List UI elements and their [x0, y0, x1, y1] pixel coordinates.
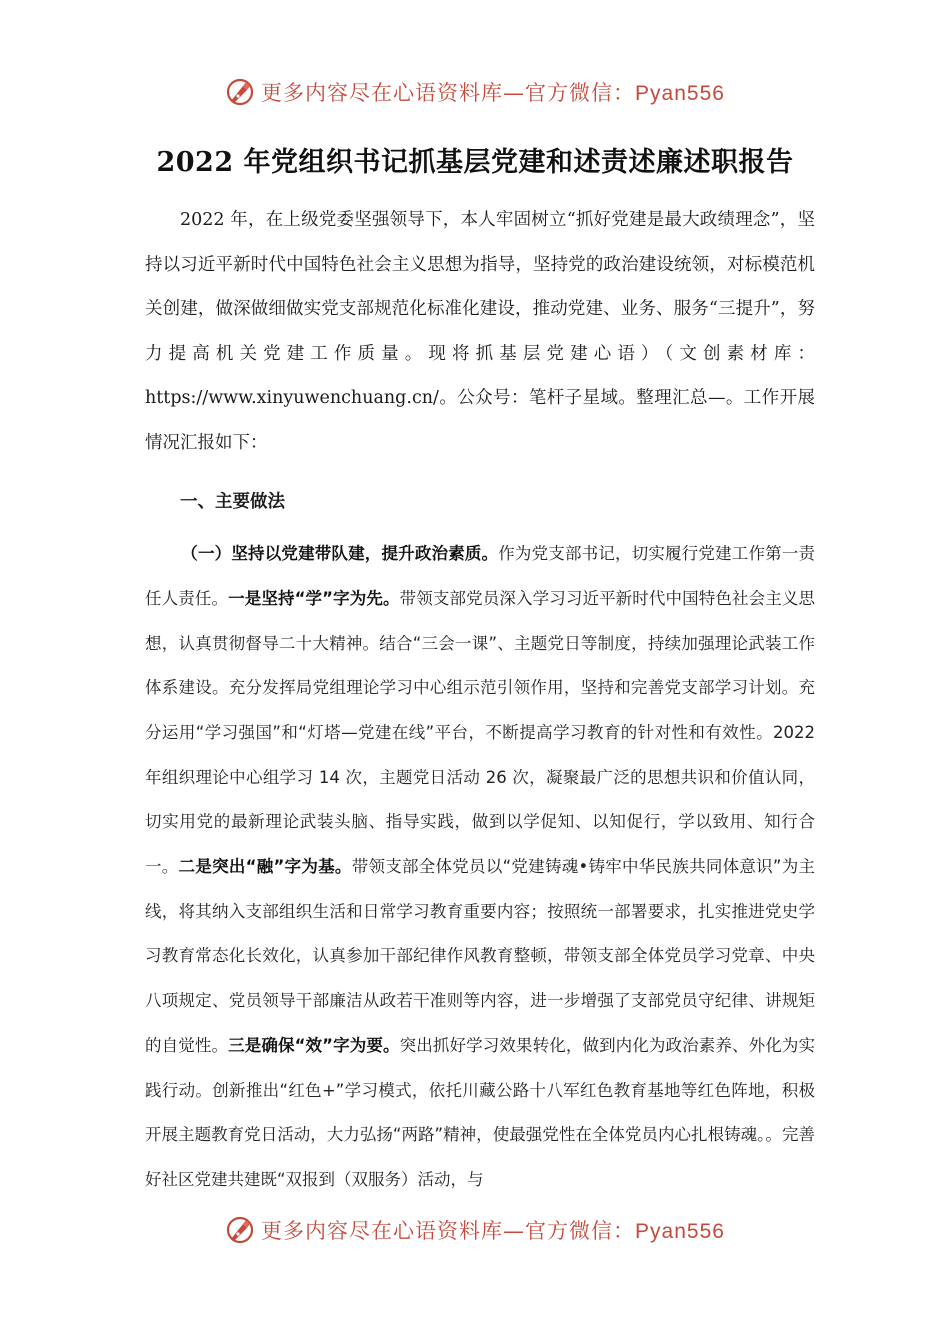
wechat-id: Pyan556 [635, 82, 725, 105]
point-two-title: 二是突出“融”字为基。 [178, 857, 352, 877]
banner-text: 更多内容尽在心语资料库—官方微信：Pyan556 [261, 81, 725, 105]
point-one-title: 一是坚持“学”字为先。 [228, 588, 400, 608]
section-heading: 一、主要做法 [180, 491, 285, 512]
footer-banner [0, 1210, 950, 1250]
wechat-id: Pyan556 [635, 1220, 725, 1243]
pen-nib-logo-icon [225, 77, 255, 107]
header-banner [0, 72, 950, 112]
sub-heading: （一）坚持以党建带队建，提升政治素质。 [181, 544, 499, 564]
banner-text: 更多内容尽在心语资料库—官方微信：Pyan556 [261, 1219, 725, 1243]
intro-paragraph: 2022 年，在上级党委坚强领导下，本人牢固树立“抓好党建是最大政绩理念”，坚持以习近平新时代中国特色社会主义思想为指导，坚持党的政治建设统领，对标模范机关创建，做深做细做实党支部规范化标准化建设，推动党建、业务、服务“三提升”，努力提高机关党建工作质量。现将抓基层党建心语）（文创素材库：https://www.xinyuwenchuang.cn/。公众号：笔杆子星域。整理汇总—。工作开展情况汇报如下： [145, 210, 815, 453]
point-three-title: 三是确保“效”字为要。 [228, 1035, 400, 1055]
document-body [145, 198, 815, 1203]
pen-nib-logo-icon [225, 1215, 255, 1245]
document-title: 2022 年党组织书记抓基层党建和述责述廉述职报告 [156, 147, 794, 178]
body-paragraph: （一）坚持以党建带队建，提升政治素质。作为党支部书记，切实履行党建工作第一责任人责任。一是坚持“学”字为先。带领支部党员深入学习习近平新时代中国特色社会主义思想，认真贯彻督导二十大精神。结合“三会一课”、主题党日等制度，持续加强理论武装工作体系建设。充分发挥局党组理论学习中心组示范引领作用，坚持和完善党支部学习计划。充分运用“学习强国”和“灯塔—党建在线”平台，不断提高学习教育的针对性和有效性。2022 年组织理论中心组学习 14 次，主题党日活动 26 次，凝聚最广泛的思想共识和价值认同，切实用党的最新理论武装头脑、指导实践，做到以学促知、以知促行，学以致用、知行合一。二是突出“融”字为基。带领支部全体党员以“党建铸魂•铸牢中华民族共同体意识”为主线，将其纳入支部组织生活和日常学习教育重要内容；按照统一部署要求，扎实推进党史学习教育常态化长效化，认真参加干部纪律作风教育整顿，带领支部全体党员学习党章、中央八项规定、党员领导干部廉洁从政若干准则等内容，进一步增强了支部党员守纪律、讲规矩的自觉性。三是确保“效”字为要。突出抓好学习效果转化，做到内化为政治素养、外化为实践行动。创新推出“红色+”学习模式，依托川藏公路十八军红色教育基地等红色阵地，积极开展主题教育党日活动，大力弘扬“两路”精神，使最强党性在全体党员内心扎根铸魂。。完善好社区党建共建既“双报到（双服务）活动，与 [145, 544, 816, 1189]
